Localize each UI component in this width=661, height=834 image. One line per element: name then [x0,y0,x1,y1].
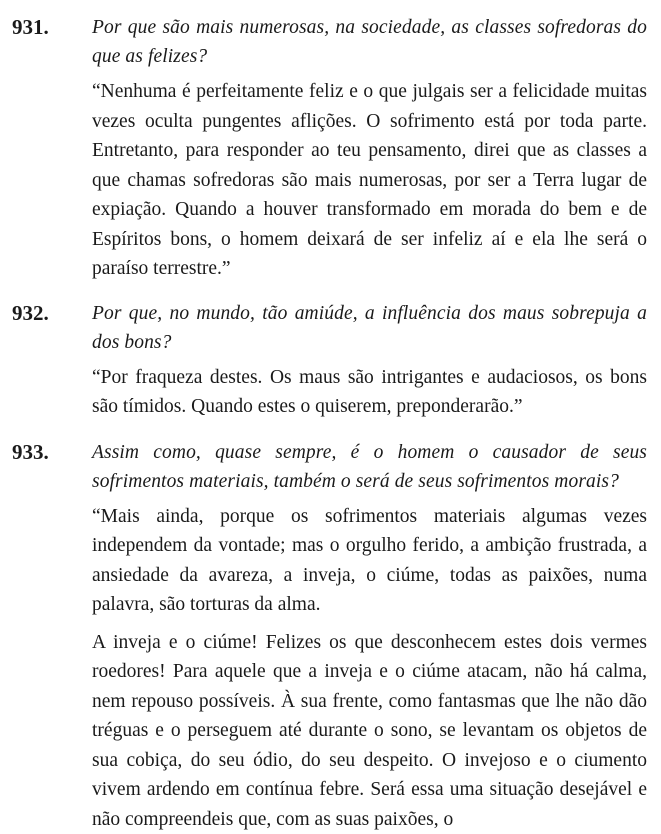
question-text: Assim como, quase sempre, é o homem o causador de seus sofrimentos materiais, também o será de seus sofrimentos morais? [92,438,647,496]
question-number: 931. [12,13,49,42]
question-932 [0,299,661,422]
answer-paragraph: “Nenhuma é perfeitamente feliz e o que julgais ser a felicidade muitas vezes oculta pungentes aflições. O sofrimento está por toda parte. Entretanto, para responder ao teu pensamento, direi que as classes a que chamas sofredoras são mais numerosas, por ser a Terra lugar de expiação. Quando a houver transformado em morada do bem e de Espíritos bons, o homem deixará de ser infeliz aí e ela lhe será o paraíso terrestre.” [92,77,647,284]
question-number: 933. [12,438,49,467]
question-text: Por que são mais numerosas, na sociedade, as classes sofredoras do que as felizes? [92,13,647,71]
answer-paragraph: “Mais ainda, porque os sofrimentos materiais algumas vezes independem da vontade; mas o orgulho ferido, a ambição frustrada, a ansiedade da avareza, a inveja, o ciúme, todas as paixões, numa palavra, são torturas da alma. [92,502,647,620]
question-933 [0,438,661,834]
answer-paragraph: “Por fraqueza destes. Os maus são intrigantes e audaciosos, os bons são tímidos. Quando estes o quiserem, preponderarão.” [92,363,647,422]
question-text: Por que, no mundo, tão amiúde, a influência dos maus sobrepuja a dos bons? [92,299,647,357]
question-931 [0,13,661,284]
answer-paragraph: A inveja e o ciúme! Felizes os que desconhecem estes dois vermes roedores! Para aquele que a inveja e o ciúme atacam, não há calma, nem repouso possíveis. À sua frente, como fantasmas que lhe não dão tréguas e o perseguem até durante o sono, se levantam os objetos de sua cobiça, do seu ódio, do seu despeito. O invejoso e o ciumento vivem ardendo em contínua febre. Será essa uma situação desejável e não compreendeis que, com as suas paixões, o [92,628,647,834]
question-number: 932. [12,299,49,328]
